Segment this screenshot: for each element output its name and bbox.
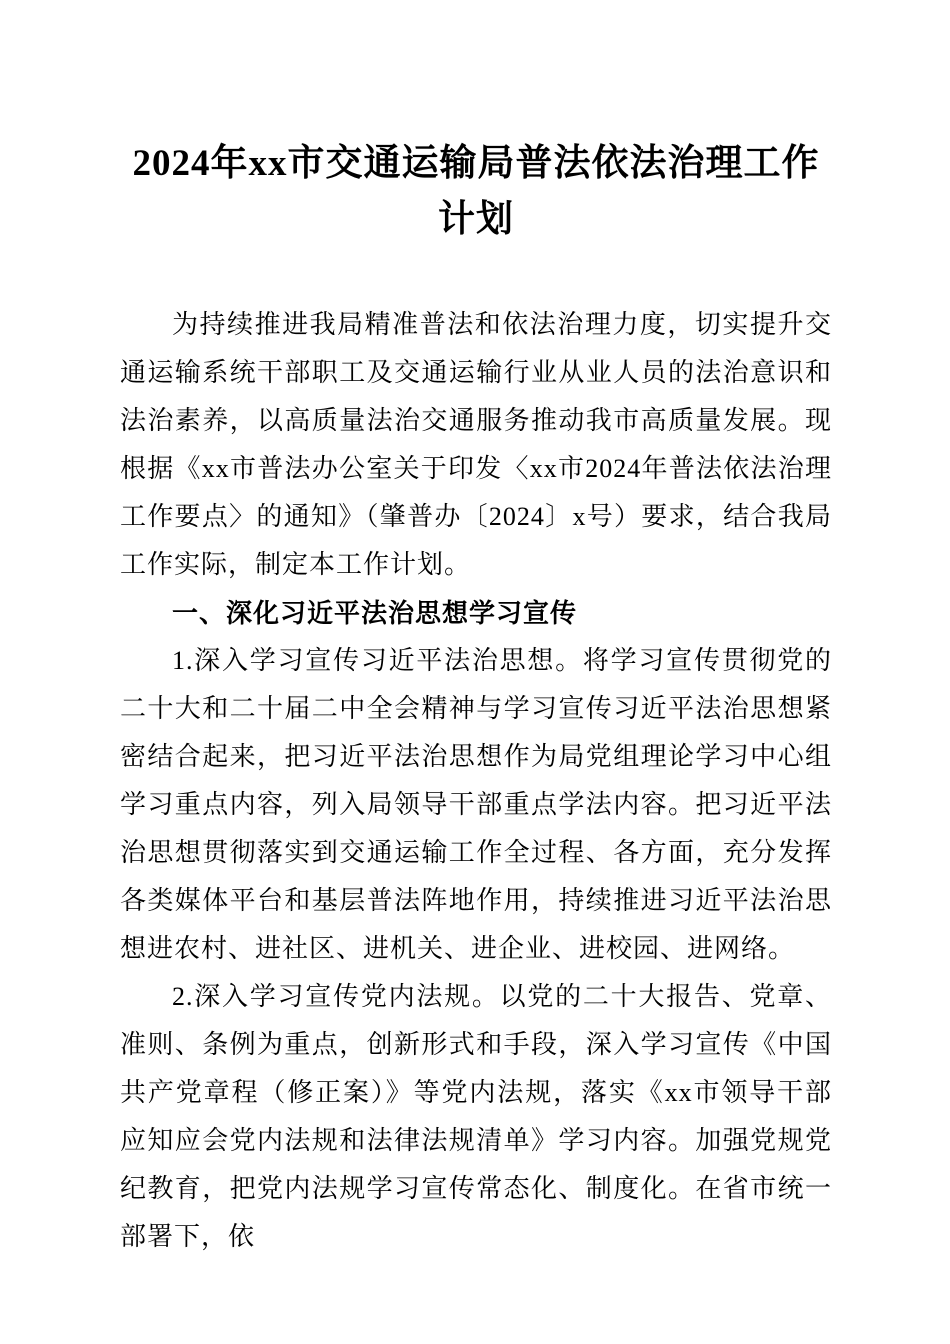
document-title: 2024年xx市交通运输局普法依法治理工作计划: [132, 143, 820, 240]
section-heading: 一、深化习近平法治思想学习宣传: [172, 598, 578, 628]
document-body: [120, 301, 832, 1261]
paragraph-item-1: 1.深入学习宣传习近平法治思想。将学习宣传贯彻党的二十大和二十届二中全会精神与学习宣传习近平法治思想紧密结合起来，把习近平法治思想作为局党组理论学习中心组学习重点内容，列入局领导干部重点学法内容。把习近平法治思想贯彻落实到交通运输工作全过程、各方面，充分发挥各类媒体平台和基层普法阵地作用，持续推进习近平法治思想进农村、进社区、进机关、进企业、进校园、进网络。: [120, 646, 832, 963]
paragraph-item-2: 2.深入学习宣传党内法规。以党的二十大报告、党章、准则、条例为重点，创新形式和手段，深入学习宣传《中国共产党章程（修正案）》等党内法规，落实《xx市领导干部应知应会党内法规和法律法规清单》学习内容。加强党规党纪教育，把党内法规学习宣传常态化、制度化。在省市统一部署下，依: [120, 982, 832, 1251]
intro-paragraph: 为持续推进我局精准普法和依法治理力度，切实提升交通运输系统干部职工及交通运输行业从业人员的法治意识和法治素养，以高质量法治交通服务推动我市高质量发展。现根据《xx市普法办公室关于印发〈xx市2024年普法依法治理工作要点〉的通知》（肇普办〔2024〕x号）要求，结合我局工作实际，制定本工作计划。: [120, 310, 832, 579]
